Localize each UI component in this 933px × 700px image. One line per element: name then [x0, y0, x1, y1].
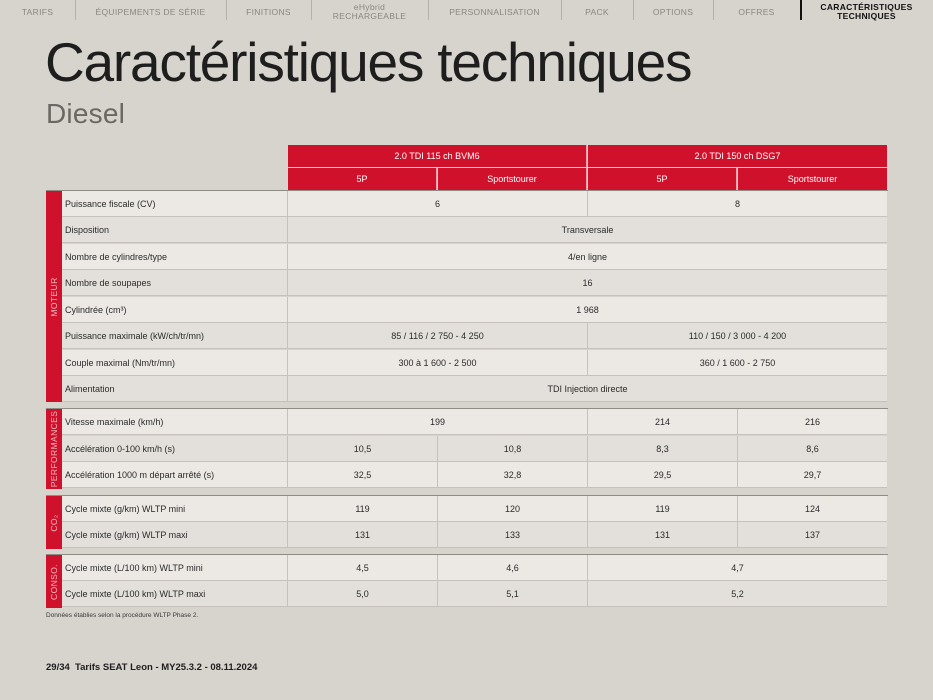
- table-row: [62, 581, 887, 607]
- body-header-1: 5P: [288, 168, 437, 190]
- row-value: 32,8: [437, 462, 587, 488]
- page-footer: 29/34 Tarifs SEAT Leon - MY25.3.2 - 08.11.2024: [46, 662, 258, 673]
- row-label: Couple maximal (Nm/tr/mn): [65, 358, 176, 368]
- row-value: 5,1: [437, 581, 587, 607]
- nav-tab-label: TARIFS: [21, 6, 54, 17]
- nav-tab-equipements[interactable]: [75, 0, 226, 24]
- row-value: 216: [737, 409, 887, 435]
- row-value: 6: [287, 191, 587, 217]
- nav-tab-label: PERSONNALISATION: [449, 6, 540, 17]
- row-label: Alimentation: [65, 384, 115, 394]
- row-value: 29,5: [587, 462, 737, 488]
- row-value: 214: [587, 409, 737, 435]
- nav-tab-label: OFFRES: [738, 6, 775, 17]
- nav-tab-label-top: eHybrid: [353, 2, 386, 12]
- row-label: Cylindrée (cm³): [65, 305, 127, 315]
- row-value: 29,7: [737, 462, 887, 488]
- nav-tab-label: FINITIONS: [246, 6, 291, 17]
- table-row: [62, 522, 887, 548]
- row-value: 8: [587, 191, 887, 217]
- row-value: 133: [437, 522, 587, 548]
- row-value: 124: [737, 496, 887, 522]
- nav-tab-offres[interactable]: [713, 0, 800, 24]
- table-row: [62, 462, 887, 488]
- row-label: Cycle mixte (L/100 km) WLTP mini: [65, 563, 203, 573]
- group-label-moteur: MOTEUR: [46, 191, 62, 402]
- row-label: Nombre de soupapes: [65, 278, 152, 288]
- row-value: 32,5: [287, 462, 437, 488]
- engine-header-1: 2.0 TDI 115 ch BVM6: [288, 145, 587, 167]
- top-nav: [0, 0, 933, 24]
- table-row: [62, 555, 887, 581]
- row-label: Cycle mixte (g/km) WLTP mini: [65, 504, 186, 514]
- engine-header-2: 2.0 TDI 150 ch DSG7: [588, 145, 887, 167]
- row-value: TDI Injection directe: [287, 376, 887, 402]
- page-subtitle: Diesel: [46, 98, 126, 129]
- row-value: 131: [587, 522, 737, 548]
- page-title: Caractéristiques techniques: [45, 31, 692, 93]
- table-row: [62, 409, 887, 435]
- row-label: Nombre de cylindres/type: [65, 252, 168, 262]
- nav-tab-label-2: TECHNIQUES: [837, 11, 896, 21]
- row-value: 119: [587, 496, 737, 522]
- row-value: 110 / 150 / 3 000 - 4 200: [587, 323, 887, 349]
- row-value: 4/en ligne: [287, 244, 887, 270]
- group-label-performances: PERFORMANCES: [46, 409, 62, 489]
- nav-tab-ehybrid[interactable]: [311, 0, 428, 24]
- row-value: 120: [437, 496, 587, 522]
- table-row: [62, 270, 887, 296]
- row-label: Puissance fiscale (CV): [65, 199, 156, 209]
- body-header-3: 5P: [588, 168, 737, 190]
- group-label-conso: CONSO.: [46, 555, 62, 608]
- row-value: 1 968: [287, 297, 887, 323]
- row-value: 4,7: [587, 555, 887, 581]
- row-value: 137: [737, 522, 887, 548]
- row-label: Accélération 0-100 km/h (s): [65, 444, 176, 454]
- body-header-4: Sportstourer: [738, 168, 887, 190]
- row-value: 5,2: [587, 581, 887, 607]
- nav-tab-label: PACK: [585, 6, 609, 17]
- nav-tab-options[interactable]: [633, 0, 713, 24]
- table-row: [62, 191, 887, 217]
- row-value: 199: [287, 409, 587, 435]
- table-footnote: Données établies selon la procédure WLTP Phase 2.: [46, 612, 199, 619]
- row-value: 5,0: [287, 581, 437, 607]
- nav-tab-finitions[interactable]: [226, 0, 311, 24]
- row-value: 85 / 116 / 2 750 - 4 250: [287, 323, 587, 349]
- nav-tab-label: ÉQUIPEMENTS DE SÉRIE: [95, 6, 206, 17]
- row-value: 8,3: [587, 436, 737, 462]
- nav-tab-caracteristiques[interactable]: [800, 0, 933, 24]
- table-row: [62, 436, 887, 462]
- row-value: 16: [287, 270, 887, 296]
- row-value: 119: [287, 496, 437, 522]
- row-value: 4,5: [287, 555, 437, 581]
- table-row: [62, 376, 887, 402]
- row-value: Transversale: [287, 217, 887, 243]
- row-label: Cycle mixte (L/100 km) WLTP maxi: [65, 589, 206, 599]
- nav-tab-label: CARACTÉRISTIQUES: [820, 2, 913, 12]
- row-label: Puissance maximale (kW/ch/tr/mn): [65, 331, 205, 341]
- body-header-2: Sportstourer: [438, 168, 587, 190]
- row-value: 10,5: [287, 436, 437, 462]
- nav-tab-personnalisation[interactable]: [428, 0, 561, 24]
- row-label: Cycle mixte (g/km) WLTP maxi: [65, 530, 188, 540]
- table-row: [62, 244, 887, 270]
- row-value: 300 à 1 600 - 2 500: [287, 350, 587, 376]
- nav-tab-label: RECHARGEABLE: [332, 11, 407, 21]
- nav-tab-tarifs[interactable]: [0, 0, 75, 24]
- table-row: [62, 350, 887, 376]
- row-label: Vitesse maximale (km/h): [65, 417, 164, 427]
- row-value: 10,8: [437, 436, 587, 462]
- row-label: Disposition: [65, 225, 110, 235]
- row-label: Accélération 1000 m départ arrêté (s): [65, 470, 215, 480]
- nav-tab-label: OPTIONS: [652, 6, 694, 17]
- table-row: [62, 323, 887, 349]
- table-row: [62, 217, 887, 243]
- row-value: 360 / 1 600 - 2 750: [587, 350, 887, 376]
- row-value: 4,6: [437, 555, 587, 581]
- row-value: 8,6: [737, 436, 887, 462]
- group-label-co2: CO₂: [46, 496, 62, 549]
- nav-tab-pack[interactable]: [561, 0, 633, 24]
- table-row: [62, 496, 887, 522]
- table-row: [62, 297, 887, 323]
- row-value: 131: [287, 522, 437, 548]
